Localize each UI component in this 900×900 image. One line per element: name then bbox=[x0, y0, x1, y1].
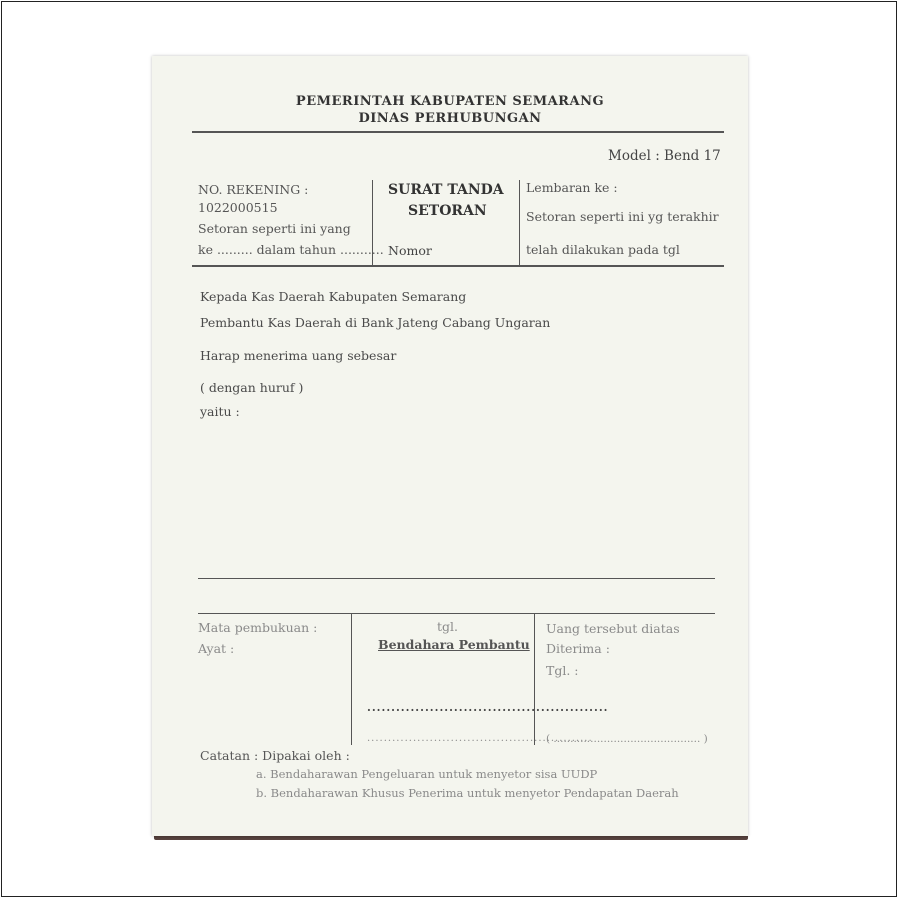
catatan-item-b: b. Bendaharawan Khusus Penerima untuk menyetor Pendapatan Daerah bbox=[256, 786, 679, 800]
lembaran-label: Lembaran ke : bbox=[526, 180, 618, 195]
header-line2: DINAS PERHUBUNGAN bbox=[358, 111, 542, 126]
setoran-text-2: ke ......... dalam tahun ........... bbox=[198, 242, 384, 257]
kepada-text: Kepada Kas Daerah Kabupaten Semarang bbox=[200, 289, 467, 304]
form-title-1: SURAT TANDA bbox=[388, 182, 504, 198]
receiver-signature: ( ............................................ ) bbox=[546, 733, 708, 745]
footer-divider-1 bbox=[351, 613, 352, 745]
deposit-slip-form bbox=[152, 56, 748, 836]
box-bottom-rule bbox=[192, 265, 724, 267]
bendahara-pembantu-label: Bendahara Pembantu bbox=[378, 637, 530, 652]
model-label: Model : Bend 17 bbox=[608, 148, 721, 164]
catatan-label: Catatan : Dipakai oleh : bbox=[200, 748, 350, 763]
tgl-mid-label: tgl. bbox=[437, 619, 458, 634]
header-line1: PEMERINTAH KABUPATEN SEMARANG bbox=[295, 94, 605, 109]
footer-top-rule bbox=[198, 613, 715, 614]
signature-dots-2: ...................................................... bbox=[367, 733, 593, 744]
mata-pembukuan-label: Mata pembukuan : bbox=[198, 620, 318, 635]
ayat-label: Ayat : bbox=[198, 641, 235, 656]
signature-dots-1: .................................................. bbox=[367, 701, 609, 714]
rekening-label: NO. REKENING : bbox=[198, 182, 309, 197]
terakhir-text-1: Setoran seperti ini yg terakhir bbox=[526, 209, 719, 224]
uang-diatas-label: Uang tersebut diatas bbox=[546, 621, 680, 636]
nomor-label: Nomor bbox=[388, 243, 432, 258]
box-divider-2 bbox=[519, 180, 520, 266]
pembantu-text: Pembantu Kas Daerah di Bank Jateng Cabang Ungaran bbox=[200, 315, 551, 330]
tgl-right-label: Tgl. : bbox=[546, 663, 579, 678]
form-title-2: SETORAN bbox=[408, 203, 487, 219]
header-rule bbox=[192, 131, 724, 133]
yaitu-text: yaitu : bbox=[200, 404, 240, 419]
terakhir-text-2: telah dilakukan pada tgl bbox=[526, 242, 680, 257]
huruf-text: ( dengan huruf ) bbox=[200, 380, 304, 395]
footer-divider-2 bbox=[534, 613, 535, 745]
harap-text: Harap menerima uang sebesar bbox=[200, 348, 397, 363]
catatan-item-a: a. Bendaharawan Pengeluaran untuk menyetor sisa UUDP bbox=[256, 767, 598, 781]
body-rule bbox=[198, 578, 715, 579]
setoran-text-1: Setoran seperti ini yang bbox=[198, 221, 351, 236]
rekening-number: 1022000515 bbox=[198, 200, 278, 215]
diterima-label: Diterima : bbox=[546, 641, 610, 656]
